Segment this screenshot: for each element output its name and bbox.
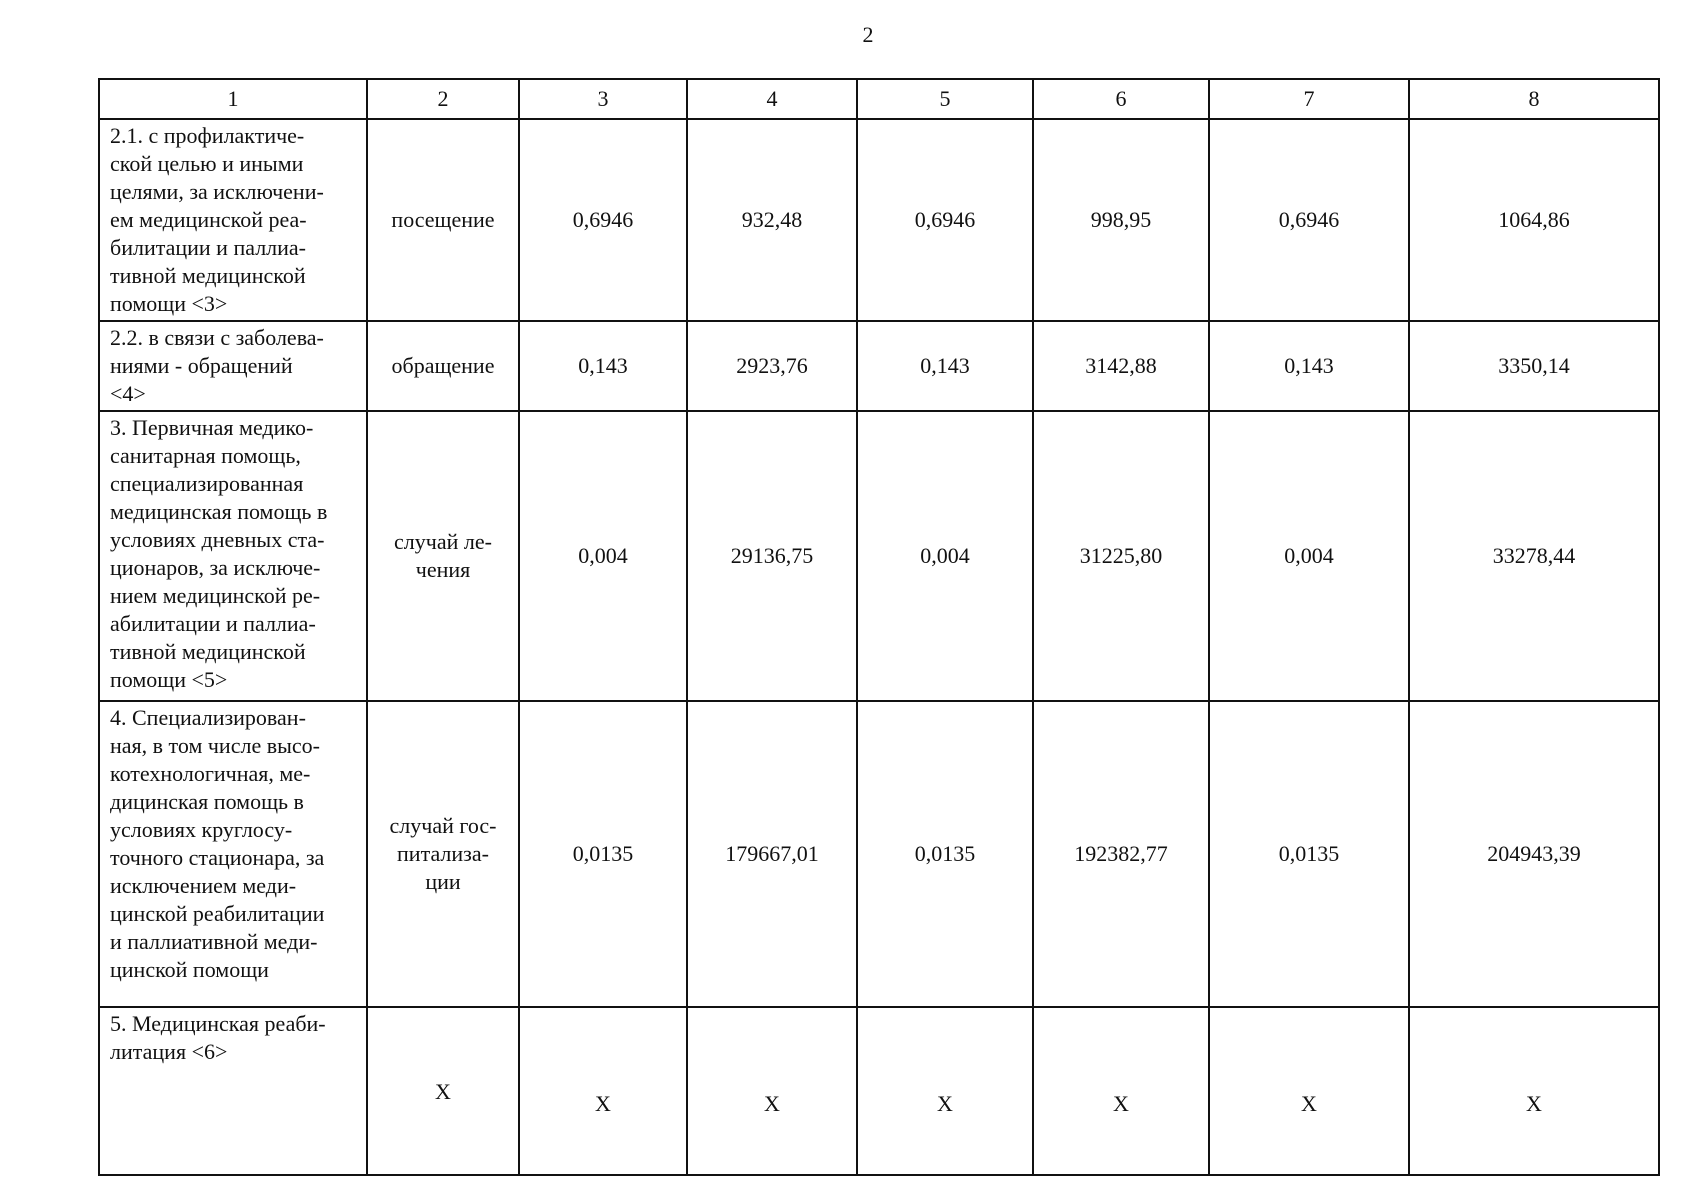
value-cell: 3142,88 [1033, 321, 1209, 411]
value-cell: X [687, 1007, 857, 1175]
column-header-8: 8 [1409, 79, 1659, 119]
column-header-4: 4 [687, 79, 857, 119]
value-cell: 0,004 [857, 411, 1033, 701]
column-header-1: 1 [99, 79, 367, 119]
row-name-cell: 3. Первичная медико- санитарная помощь, специализированная медицинская помощь в условиях дневных ста- ционаров, за исключе- нием медицинской ре- абилитации и паллиа- тивной медицинской помощи <5> [99, 411, 367, 701]
table-row [99, 321, 1659, 411]
row-name-cell: 5. Медицинская реаби- литация <6> [99, 1007, 367, 1175]
row-name-cell: 2.1. с профилактиче- ской целью и иными целями, за исключени- ем медицинской реа- билитации и паллиа- тивной медицинской помощи <3> [99, 119, 367, 321]
value-cell: 0,6946 [519, 119, 687, 321]
table-row [99, 1007, 1659, 1175]
value-cell: 0,143 [857, 321, 1033, 411]
value-cell: X [1409, 1007, 1659, 1175]
table-row [99, 701, 1659, 1007]
page-number: 2 [862, 22, 874, 47]
value-cell: X [1209, 1007, 1409, 1175]
value-cell: X [857, 1007, 1033, 1175]
column-header-3: 3 [519, 79, 687, 119]
value-cell: 0,0135 [857, 701, 1033, 1007]
value-cell: 0,004 [519, 411, 687, 701]
value-cell: 179667,01 [687, 701, 857, 1007]
column-header-5: 5 [857, 79, 1033, 119]
value-cell: 3350,14 [1409, 321, 1659, 411]
value-cell: 192382,77 [1033, 701, 1209, 1007]
value-cell: 31225,80 [1033, 411, 1209, 701]
value-cell: 204943,39 [1409, 701, 1659, 1007]
value-cell: 0,6946 [1209, 119, 1409, 321]
column-header-2: 2 [367, 79, 519, 119]
table-row [99, 119, 1659, 321]
value-cell: 0,143 [519, 321, 687, 411]
value-cell: 0,0135 [519, 701, 687, 1007]
unit-cell: X [367, 1007, 519, 1175]
unit-cell: посещение [367, 119, 519, 321]
value-cell: 0,6946 [857, 119, 1033, 321]
value-cell: 0,004 [1209, 411, 1409, 701]
value-cell: 2923,76 [687, 321, 857, 411]
header-row [99, 79, 1659, 119]
value-cell: 932,48 [687, 119, 857, 321]
value-cell: X [519, 1007, 687, 1175]
table-row [99, 411, 1659, 701]
row-name-cell: 2.2. в связи с заболева- ниями - обращений <4> [99, 321, 367, 411]
value-cell: X [1033, 1007, 1209, 1175]
value-cell: 29136,75 [687, 411, 857, 701]
value-cell: 1064,86 [1409, 119, 1659, 321]
unit-cell: случай гос- питализа- ции [367, 701, 519, 1007]
row-name-cell: 4. Специализирован- ная, в том числе высо- котехнологичная, ме- дицинская помощь в условиях круглосу- точного стационара, за исключением меди- цинской реабилитации и паллиативной меди- цинской помощи [99, 701, 367, 1007]
column-header-6: 6 [1033, 79, 1209, 119]
value-cell: 0,0135 [1209, 701, 1409, 1007]
column-header-7: 7 [1209, 79, 1409, 119]
norms-table [98, 78, 1660, 1176]
unit-cell: обращение [367, 321, 519, 411]
value-cell: 0,143 [1209, 321, 1409, 411]
value-cell: 33278,44 [1409, 411, 1659, 701]
unit-cell: случай ле- чения [367, 411, 519, 701]
value-cell: 998,95 [1033, 119, 1209, 321]
